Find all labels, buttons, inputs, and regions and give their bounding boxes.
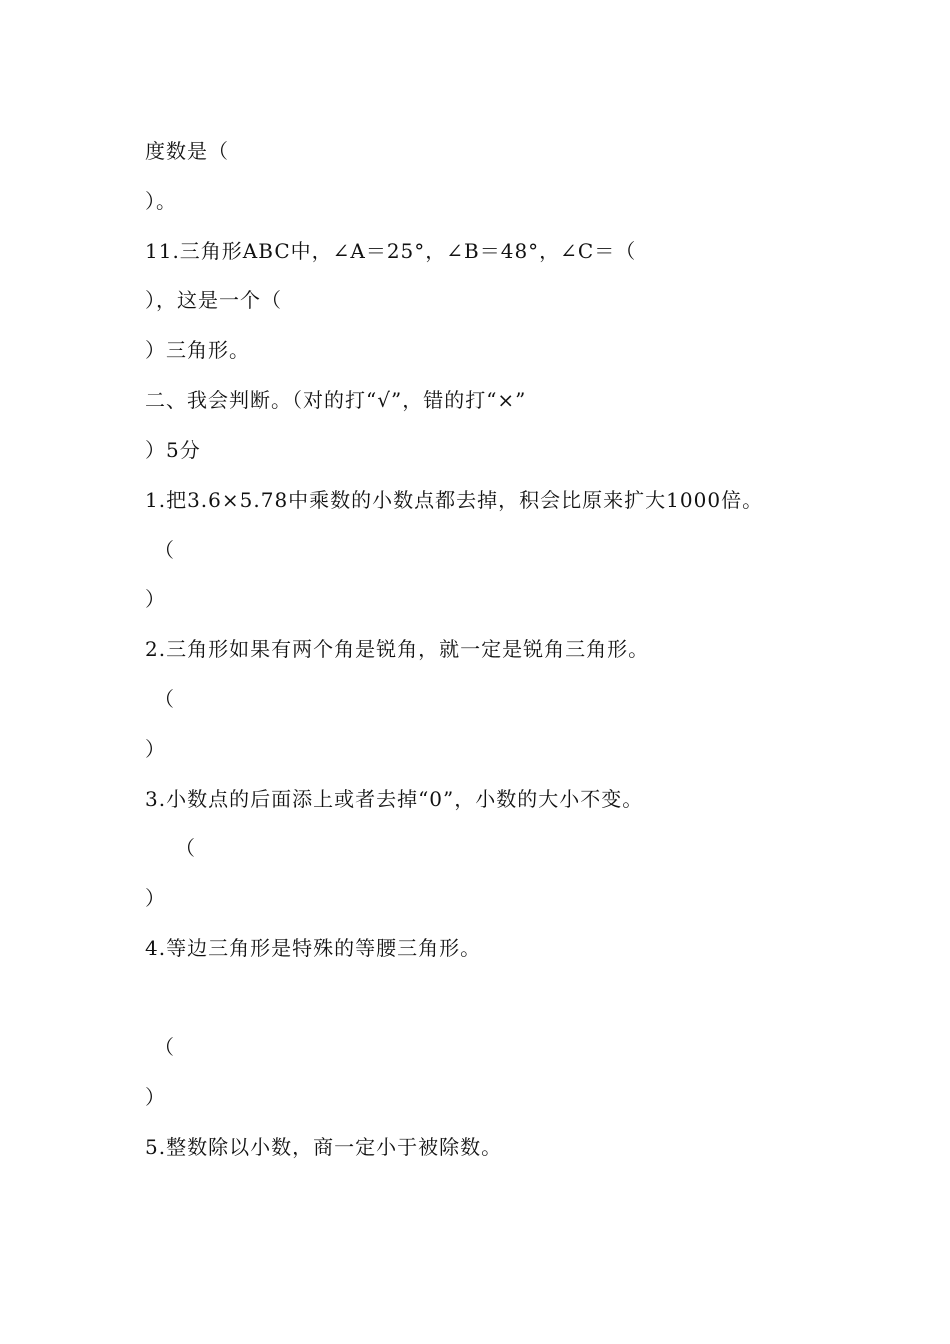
section-heading-score: ）5分: [145, 438, 201, 462]
answer-blank-close-4: ）: [145, 1085, 166, 1109]
answer-blank-open-4: （: [154, 1035, 175, 1059]
judgment-question-5: 5.整数除以小数，商一定小于被除数。: [145, 1135, 503, 1159]
question-11-continued: ），这是一个（: [145, 288, 282, 312]
answer-blank-open-1: （: [154, 538, 175, 562]
text-line-angle-degree: 度数是（: [145, 139, 229, 163]
text-line-blank-close: ）。: [145, 189, 177, 213]
answer-blank-open-2: （: [154, 687, 175, 711]
answer-blank-open-3: （: [175, 836, 196, 860]
answer-blank-close-2: ）: [145, 737, 166, 761]
section-heading-judgment: 二、我会判断。（对的打“√”，错的打“×”: [145, 388, 527, 412]
question-11-end: ）三角形。: [145, 338, 250, 362]
answer-blank-close-1: ）: [145, 587, 166, 611]
judgment-question-1: 1.把3.6×5.78中乘数的小数点都去掉，积会比原来扩大1000倍。: [145, 488, 764, 512]
judgment-question-4: 4.等边三角形是特殊的等腰三角形。: [145, 936, 482, 960]
answer-blank-close-3: ）: [145, 886, 166, 910]
question-11: 11.三角形ABC中，∠A＝25°，∠B＝48°，∠C＝（: [145, 239, 637, 263]
judgment-question-3: 3.小数点的后面添上或者去掉“0”，小数的大小不变。: [145, 787, 644, 811]
judgment-question-2: 2.三角形如果有两个角是锐角，就一定是锐角三角形。: [145, 637, 650, 661]
